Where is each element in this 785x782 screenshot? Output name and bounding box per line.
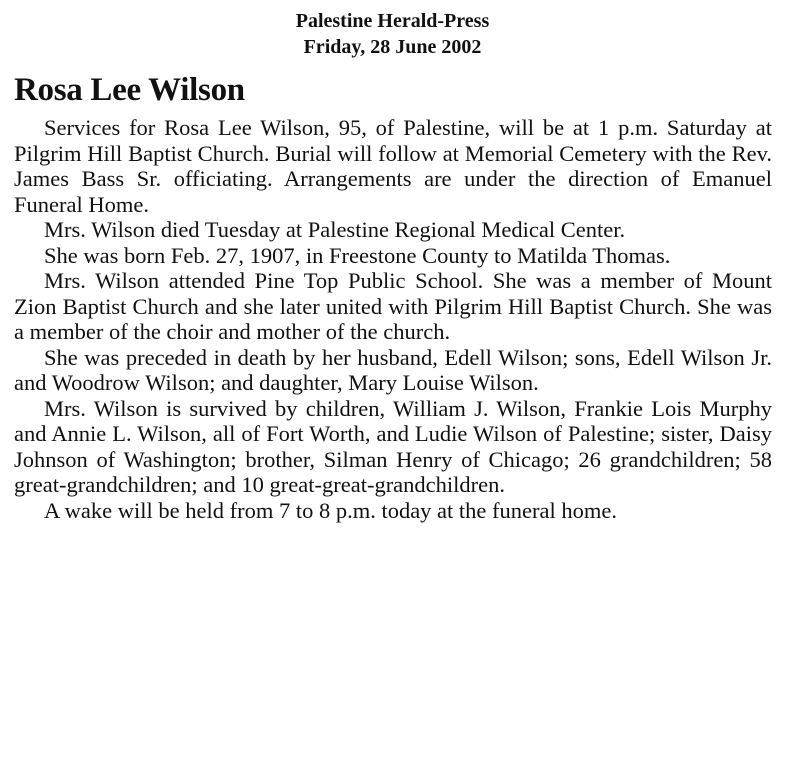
paragraph-preceded: She was preceded in death by her husband, Edell Wilson; sons, Edell Wilson Jr. and Woodrow Wilson; and daughter, Mary Louise Wilson. — [14, 344, 772, 395]
publication-name: Palestine Herald-Press — [295, 10, 490, 32]
publication-date: Friday, 28 June 2002 — [303, 36, 482, 58]
newspaper-header — [0, 8, 785, 60]
paragraph-survivors: Mrs. Wilson is survived by children, William J. Wilson, Frankie Lois Murphy and Annie L. Wilson, all of Fort Worth, and Ludie Wilson of Palestine; sister, Daisy Johnson of Washington; brother, Silman Henry of Chicago; 26 grandchildren; 58 great-grandchildren; and 10 great-great-grandchildren. — [14, 395, 772, 497]
obituary-body — [14, 115, 772, 523]
paragraph-death: Mrs. Wilson died Tuesday at Palestine Regional Medical Center. — [44, 217, 626, 242]
paragraph-church: Mrs. Wilson attended Pine Top Public School. She was a member of Mount Zion Baptist Church and she later united with Pilgrim Hill Baptist Church. She was a member of the choir and mother of the church. — [14, 268, 772, 344]
obituary-title: Rosa Lee Wilson — [14, 72, 245, 108]
paragraph-services: Services for Rosa Lee Wilson, 95, of Palestine, will be at 1 p.m. Saturday at Pilgrim Hill Baptist Church. Burial will follow at Memorial Cemetery with the Rev. James Bass Sr. officiating. Arrangements are under the direction of Emanuel Funeral Home. — [14, 115, 772, 217]
paragraph-wake: A wake will be held from 7 to 8 p.m. today at the funeral home. — [44, 497, 617, 523]
paragraph-birth: She was born Feb. 27, 1907, in Freestone County to Matilda Thomas. — [44, 242, 671, 268]
